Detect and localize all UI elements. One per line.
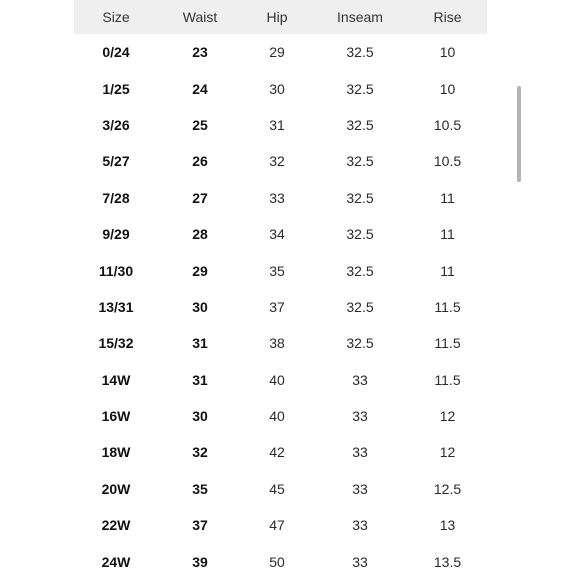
cell-inseam: 32.5 bbox=[346, 116, 374, 133]
cell-hip: 47 bbox=[269, 517, 285, 534]
cell-rise: 12 bbox=[439, 444, 456, 461]
table-row bbox=[74, 507, 487, 543]
cell-waist: 29 bbox=[192, 262, 208, 279]
header-hip: Hip bbox=[266, 9, 288, 25]
cell-size: 22W bbox=[101, 517, 131, 534]
cell-hip: 34 bbox=[269, 226, 285, 243]
header-waist: Waist bbox=[182, 9, 218, 25]
cell-size: 11/30 bbox=[98, 262, 134, 279]
cell-size: 9/29 bbox=[102, 226, 130, 243]
cell-size: 24W bbox=[101, 553, 131, 570]
cell-hip: 30 bbox=[269, 80, 285, 97]
cell-rise: 12.5 bbox=[433, 480, 462, 497]
cell-size: 3/26 bbox=[102, 116, 130, 133]
cell-rise: 10.5 bbox=[433, 153, 462, 170]
cell-waist: 27 bbox=[192, 189, 208, 206]
table-row bbox=[74, 252, 487, 288]
cell-hip: 40 bbox=[269, 371, 285, 388]
cell-inseam: 32.5 bbox=[346, 44, 374, 61]
cell-rise: 11.5 bbox=[434, 371, 461, 388]
cell-waist: 30 bbox=[192, 408, 208, 425]
table-row bbox=[74, 70, 487, 106]
cell-hip: 50 bbox=[269, 553, 285, 570]
cell-hip: 40 bbox=[269, 408, 285, 425]
cell-hip: 42 bbox=[269, 444, 285, 461]
cell-size: 20W bbox=[101, 480, 131, 497]
cell-hip: 31 bbox=[269, 116, 285, 133]
cell-rise: 13 bbox=[439, 517, 456, 534]
cell-waist: 39 bbox=[192, 553, 208, 570]
cell-rise: 11 bbox=[440, 226, 455, 243]
cell-inseam: 32.5 bbox=[346, 298, 374, 315]
cell-waist: 25 bbox=[192, 116, 208, 133]
cell-rise: 10 bbox=[439, 80, 456, 97]
cell-waist: 24 bbox=[192, 80, 208, 97]
table-row bbox=[74, 143, 487, 179]
cell-waist: 28 bbox=[192, 226, 208, 243]
table-row bbox=[74, 434, 487, 470]
scrollbar-thumb[interactable] bbox=[517, 86, 521, 182]
table-row bbox=[74, 471, 487, 507]
cell-waist: 30 bbox=[192, 298, 208, 315]
cell-waist: 23 bbox=[192, 44, 208, 61]
cell-rise: 10.5 bbox=[433, 116, 462, 133]
table-row bbox=[74, 362, 487, 398]
table-row bbox=[74, 180, 487, 216]
cell-hip: 33 bbox=[269, 189, 285, 206]
cell-rise: 11 bbox=[440, 189, 455, 206]
cell-waist: 35 bbox=[192, 480, 208, 497]
cell-inseam: 32.5 bbox=[346, 189, 374, 206]
cell-hip: 32 bbox=[269, 153, 285, 170]
cell-waist: 26 bbox=[192, 153, 208, 170]
cell-hip: 38 bbox=[269, 335, 285, 352]
cell-rise: 10 bbox=[439, 44, 456, 61]
cell-inseam: 32.5 bbox=[346, 226, 374, 243]
cell-waist: 31 bbox=[192, 335, 208, 352]
cell-size: 0/24 bbox=[102, 44, 130, 61]
header-size: Size bbox=[102, 9, 130, 25]
cell-rise: 12 bbox=[439, 408, 456, 425]
cell-rise: 11.5 bbox=[434, 335, 461, 352]
cell-inseam: 33 bbox=[352, 553, 368, 570]
cell-size: 16W bbox=[101, 408, 131, 425]
cell-size: 7/28 bbox=[102, 189, 130, 206]
cell-rise: 11.5 bbox=[434, 298, 461, 315]
cell-rise: 13.5 bbox=[433, 553, 462, 570]
cell-size: 18W bbox=[101, 444, 131, 461]
table-row bbox=[74, 325, 487, 361]
header-rise: Rise bbox=[433, 9, 462, 25]
cell-hip: 45 bbox=[269, 480, 285, 497]
table-row bbox=[74, 289, 487, 325]
table-row bbox=[74, 34, 487, 70]
cell-inseam: 33 bbox=[352, 517, 368, 534]
table-row bbox=[74, 107, 487, 143]
cell-inseam: 32.5 bbox=[346, 80, 374, 97]
cell-inseam: 33 bbox=[352, 371, 368, 388]
cell-waist: 37 bbox=[192, 517, 208, 534]
cell-inseam: 32.5 bbox=[346, 335, 374, 352]
cell-inseam: 33 bbox=[352, 480, 368, 497]
cell-waist: 31 bbox=[192, 371, 208, 388]
header-inseam: Inseam bbox=[337, 9, 383, 25]
cell-size: 15/32 bbox=[98, 335, 134, 352]
table-row bbox=[74, 398, 487, 434]
cell-inseam: 32.5 bbox=[346, 153, 374, 170]
table-header-row bbox=[74, 0, 487, 34]
cell-hip: 35 bbox=[269, 262, 285, 279]
cell-size: 1/25 bbox=[102, 80, 130, 97]
table-row bbox=[74, 216, 487, 252]
cell-hip: 37 bbox=[269, 298, 285, 315]
cell-inseam: 33 bbox=[352, 408, 368, 425]
cell-size: 5/27 bbox=[102, 153, 130, 170]
cell-size: 13/31 bbox=[98, 298, 134, 315]
size-chart-table bbox=[74, 0, 487, 580]
cell-waist: 32 bbox=[192, 444, 208, 461]
table-body bbox=[74, 34, 487, 580]
cell-hip: 29 bbox=[269, 44, 285, 61]
cell-rise: 11 bbox=[440, 262, 455, 279]
cell-size: 14W bbox=[101, 371, 131, 388]
cell-inseam: 33 bbox=[352, 444, 368, 461]
table-row bbox=[74, 543, 487, 579]
cell-inseam: 32.5 bbox=[346, 262, 374, 279]
